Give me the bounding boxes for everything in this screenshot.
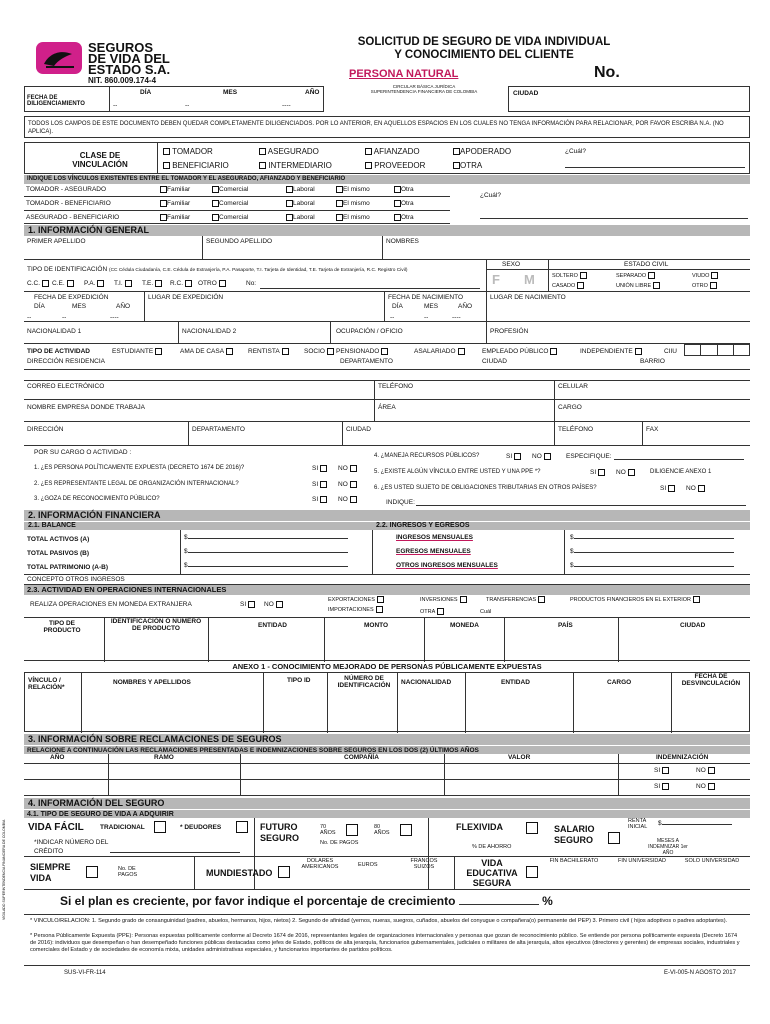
id-opt-ti[interactable]: T.I. [114,280,132,287]
telefono-label: TELÉFONO [378,383,414,390]
direccion-label: DIRECCIÓN [27,426,64,433]
vinc-opt-proveedor[interactable]: PROVEEDOR [363,161,425,170]
recl-col-ramo: RAMO [154,754,174,761]
q1-no[interactable]: NO [338,465,357,472]
telefono-trabajo-label: TELÉFONO [558,426,594,433]
vinculo-row-2: TOMADOR - BENEFICIARIO [26,200,111,207]
indem-si-2[interactable]: SI [654,783,669,790]
lugar-exp-label: LUGAR DE EXPEDICIÓN [148,294,224,301]
col-entidad: ENTIDAD [258,622,287,629]
row-nacionalidad [24,322,750,344]
op-otra[interactable]: OTRA [420,608,444,615]
vinculos-band: INDIQUE LOS VÍNCULOS EXISTENTES ENTRE EL TOMADOR Y EL ASEGURADO, AFIANZADO Y BENEFICIARIO [24,175,750,184]
fin-univ-label: FIN UNIVERSIDAD [618,858,666,864]
section-reclamaciones-title: 3. INFORMACIÓN SOBRE RECLAMACIONES DE SEGUROS [24,734,750,745]
ec-separado[interactable]: SEPARADO [616,272,655,279]
fecha-dia-label: DÍA [140,89,152,96]
nac-mes: MES [424,303,439,310]
q4-no[interactable]: NO [532,453,551,460]
vinc-opt-afianzado[interactable]: AFIANZADO [363,147,420,156]
circular-note: CIRCULAR BÁSICA JURÍDICA SUPERINTENDENCIA FINANCIERA DE COLOMBIA [370,84,478,94]
vinculo-row-3: ASEGURADO - BENEFICIARIO [26,214,120,221]
nac2-label: NACIONALIDAD 2 [182,328,237,335]
row-direccion [24,422,750,446]
otros-ing-label: OTROS INGRESOS MENSUALES [396,562,498,569]
deudores-checkbox[interactable] [236,821,248,835]
anexo-col-fecha: FECHA DE DESVINCULACIÓN [681,673,741,687]
footnote-ppe: * Persona Públicamente Expuesta (PPE): Personas expuestas políticamente conforme al Decreto 1674 de 2016, representantes legales de organizaciones internacionales y personas que gozan de reconocimiento público. Se entiende por persona políticamente expuesta (Decreto 1674 de 2016): individuos que desempeñan o han desempeñado funciones públicas destacadas como jefes de Estado, políticos de alta jerarquía, funcionarios gubernamentales, judiciales o militares de alta jerarquía, altos ejecutivos (directores y gerentes) de empresas sociales, industriales y comerciales del Estado y de sociedades de economía mixta, unidades administrativas especiales, y funcionarios importantes de partidos políticos. [30,933,740,953]
nac-ano: AÑO [458,303,473,310]
id-opt-rc[interactable]: R.C. [170,280,192,287]
recl-col-valor: VALOR [508,754,531,761]
reclamaciones-table [24,754,750,796]
fecha-ano-value[interactable]: ---- [282,102,291,109]
vinc-opt-tomador[interactable]: TOMADOR [161,147,213,156]
ec-otro[interactable]: OTRO [692,282,717,289]
op-importaciones[interactable]: IMPORTACIONES [328,606,383,613]
especifique-line[interactable] [614,459,744,460]
renta-label: RENTA INICIAL [628,818,648,830]
pasivos-value[interactable]: $ [184,548,348,555]
anexo-col-numero: NÚMERO DE IDENTIFICACIÓN [337,675,391,689]
vida-educativa-label: VIDA EDUCATIVA SEGURA [466,858,518,888]
fecha-mes-label: MES [223,89,238,96]
balance-label: 2.1. BALANCE [28,522,76,529]
otros-ing-value[interactable]: $ [570,562,734,569]
vinculacion-label: CLASE DE VINCULACIÓN [72,151,128,169]
ec-viudo[interactable]: VIUDO [692,272,718,279]
anexo-col-nombres: NOMBRES Y APELLIDOS [113,679,191,686]
vinc-opt-asegurado[interactable]: ASEGURADO [257,147,319,156]
fin-bach-label: FIN BACHILERATO [549,858,599,864]
primer-apellido-label: PRIMER APELLIDO [27,238,86,245]
pep-questions [24,447,750,509]
pagos-label: No. DE PAGOS [320,840,359,846]
col-pais: PAÍS [558,622,573,629]
indique-line[interactable] [416,505,746,506]
vinculo-row-1: TOMADOR - ASEGURADO [26,186,107,193]
footnote-vinculo: * VINCULO/RELACION: 1. Segundo grado de consanguinidad (padres, abuelos, hermanos, hijos, nietos) 2. Segundo de afinidad (yernos, nueras, suegros, cuñados, abuelos del conyugue o compañera(o) permanente del PEP) 3. Primero civil ( hijos adoptivos o padres adoptantes). [30,918,728,924]
vigilado-side-text: VIGILADO SUPERINTENDENCIA FINANCIERA DE COLOMBIA [2,819,6,920]
footnotes [24,914,750,966]
act-pensionado[interactable]: PENSIONADO [336,348,388,355]
row-actividad [24,344,750,370]
row-empresa [24,400,750,422]
row-contacto [24,380,750,400]
reclamaciones-sub: RELACIONE A CONTINUACIÓN LAS RECLAMACIONES PRESENTADAS E INDEMNIZACIONES SOBRE SEGUROS EN LOS DOS (2) ÚLTIMOS AÑOS [24,745,750,754]
form-code-right: E-VI-005-N AGOSTO 2017 [664,970,736,976]
anos80-checkbox[interactable] [400,824,412,838]
anexo-col-nacionalidad: NACIONALIDAD [401,679,452,686]
tradicional-checkbox[interactable] [154,821,166,835]
indique-label: INDIQUE: [386,499,415,506]
tipo-actividad-label: TIPO DE ACTIVIDAD [27,348,90,355]
ec-soltero[interactable]: SOLTERO [552,272,587,279]
indem-no-2[interactable]: NO [696,783,715,790]
correo-label: CORREO ELECTRÓNICO [27,383,105,390]
recl-col-indemnizacion: INDEMNIZACIÓN [656,754,709,761]
row-fechas [24,292,750,322]
col-monto: MONTO [364,622,389,629]
pasivos-label: TOTAL PASIVOS (B) [27,550,89,557]
tradicional-label: TRADICIONAL [100,824,145,831]
vinc-comercial-1[interactable]: Comercial [210,186,248,193]
operaciones-row [24,595,750,617]
id-number-line[interactable] [260,288,480,289]
solo-univ-label: SOLO UNIVERSIDAD [684,858,740,864]
recl-col-compania: COMPAÑÍA [344,754,379,761]
activos-value[interactable]: $ [184,534,348,541]
sexo-m[interactable]: M [524,272,535,287]
balance-band [24,521,750,530]
ing-mens-label: INGRESOS MENSUALES [396,534,473,541]
q2-no[interactable]: NO [338,481,357,488]
empresa-label: NOMBRE EMPRESA DONDE TRABAJA [27,404,145,411]
vinc-elmismo-1[interactable]: El mismo [334,186,370,193]
realiza-no[interactable]: NO [264,601,283,608]
celular-label: CELULAR [558,383,588,390]
balance-table [24,530,750,575]
egr-mens-label: EGRESOS MENSUALES [396,548,471,555]
ahorro-label: % DE AHORRO [472,844,512,850]
act-asalariado[interactable]: ASALARIADO [414,348,465,355]
q4-si[interactable]: SI [506,453,521,460]
dir-res-label: DIRECCIÓN RESIDENCIA [27,358,106,365]
ec-union-libre[interactable]: UNIÓN LIBRE [616,282,660,289]
area-label: ÁREA [378,404,396,411]
mundiestado-checkbox[interactable] [278,866,290,880]
q3-text: 3. ¿GOZA DE RECONOCIMIENTO PÚBLICO? [34,496,160,502]
nac-mes-val[interactable]: -- [424,314,429,321]
vinc-cual2-line[interactable] [480,218,748,219]
vinc-familiar-3[interactable]: Familiar [158,214,190,221]
fecha-exp-label: FECHA DE EXPEDICIÓN [34,294,109,301]
vinc-opt-otra[interactable]: OTRA [451,161,482,170]
vinculacion-box [24,142,750,174]
section-general-title: 1. INFORMACIÓN GENERAL [24,225,750,236]
flexivida-checkbox[interactable] [526,822,538,836]
vinc-opt-apoderado[interactable]: APODERADO [451,147,511,156]
act-independiente[interactable]: INDEPENDIENTE [580,348,642,355]
siempre-checkbox[interactable] [86,866,98,880]
id-opt-cc[interactable]: C.C. [27,280,49,287]
salario-seguro-label: SALARIO SEGURO [554,824,595,845]
q4-text: 4. ¿MANEJA RECURSOS PÚBLICOS? [374,453,480,459]
op-transferencias[interactable]: TRANSFERENCIAS [486,596,545,603]
barrio-label: BARRIO [640,358,665,365]
anexo-col-entidad: ENTIDAD [501,679,530,686]
segundo-apellido-label: SEGUNDO APELLIDO [206,238,273,245]
q5-text: 5. ¿EXISTE ALGÚN VÍNCULO ENTRE USTED Y UNA PPE *? [374,469,541,475]
ec-casado[interactable]: CASADO [552,282,584,289]
anos80-label: 80 AÑOS [374,824,390,836]
id-opt-ce[interactable]: C.E. [52,280,74,287]
exp-ano: AÑO [116,303,131,310]
ciiu-label: CIIU [664,348,677,355]
anexo-title: ANEXO 1 - CONOCIMIENTO MEJORADO DE PERSONAS PÚBLICAMENTE EXPUESTAS [232,662,542,671]
section-financiera-title: 2. INFORMACIÓN FINANCIERA [24,510,750,521]
q2-text: 2. ¿ES REPRESENTANTE LEGAL DE ORGANIZACIÓN INTERNACIONAL? [34,481,239,487]
q5-si[interactable]: SI [590,469,605,476]
seguro-sub: 4.1. TIPO DE SEGURO DE VIDA A ADQUIRIR [24,809,750,818]
nac1-label: NACIONALIDAD 1 [27,328,82,335]
credito-line[interactable] [110,852,240,853]
sexo-f[interactable]: F [492,272,500,287]
vinc-familiar-2[interactable]: Familiar [158,200,190,207]
exp-mes: MES [72,303,87,310]
ing-mens-value[interactable]: $ [570,534,734,541]
especifique-label: ESPECIFIQUE: [566,453,612,460]
vinc-cual-line[interactable] [565,167,745,168]
vinc-laboral-1[interactable]: Laboral [284,186,315,193]
op-productos-exterior[interactable]: PRODUCTOS FINANCIEROS EN EL EXTERIOR [570,596,700,603]
cargo-label: CARGO [558,404,582,411]
nit: NIT. 860.009.174-4 [88,76,157,85]
op-cual: Cuál [480,609,492,615]
salario-checkbox[interactable] [608,832,620,846]
ingresos-egresos-label: 2.2. INGRESOS Y EGRESOS [376,522,470,529]
pagos2-label: No. DE PAGOS [118,866,138,878]
q3-si[interactable]: SI [312,496,327,503]
indem-no-1[interactable]: NO [696,767,715,774]
form-title: SOLICITUD DE SEGURO DE VIDA INDIVIDUAL Y CONOCIMIENTO DEL CLIENTE [357,36,611,61]
egr-mens-value[interactable]: $ [570,548,734,555]
fecha-box [24,86,324,112]
notice-box [24,116,750,138]
act-estudiante[interactable]: ESTUDIANTE [112,348,162,355]
vinc-familiar-1[interactable]: Familiar [158,186,190,193]
ciudad-trabajo-label: CIUDAD [346,426,371,433]
number-label: No. [594,64,620,81]
act-ama-casa[interactable]: AMA DE CASA [180,348,233,355]
exp-dia-val[interactable]: -- [27,314,32,321]
q1-si[interactable]: SI [312,465,327,472]
anexo-col-vinculo: VÍNCULO / RELACIÓN* [28,677,65,691]
row-tipo-id [24,260,750,292]
anexo-col-cargo: CARGO [607,679,632,686]
anexo-col-tipo-id: TIPO ID [287,677,311,684]
diligencie-anexo: DILIGENCIE ANEXO 1 [650,469,712,475]
vinc-elmismo-2[interactable]: El mismo [334,200,370,207]
euros-label: EUROS [358,862,378,868]
fecha-dia-value[interactable]: -- [113,102,118,109]
deudores-label: * DEUDORES [180,824,222,831]
concepto-row [24,575,750,585]
profesion-label: PROFESIÓN [490,328,529,335]
francos-label: FRANCOS SUIZOS [410,858,438,870]
q2-si[interactable]: SI [312,481,327,488]
fax-label: FAX [646,426,659,433]
form-subtitle: PERSONA NATURAL [349,68,459,80]
q6-si[interactable]: SI [660,485,675,492]
section-seguro-title: 4. INFORMACIÓN DEL SEGURO [24,798,750,809]
seguro-options [24,818,750,890]
meses-label: MESES A INDEMNIZAR 1er AÑO [648,838,688,856]
futuro-seguro-label: FUTURO SEGURO [260,822,300,843]
form-code-left: SUS-VI-FR-114 [64,970,106,976]
anos70-label: 70 AÑOS [320,824,336,836]
fecha-label: FECHA DE DILIGENCIAMIENTO [27,95,85,107]
col-ciudad: CIUDAD [680,622,706,629]
vinculos-table [24,184,750,224]
exp-dia: DÍA [34,303,45,310]
id-number-label: No: [246,280,257,287]
anos70-checkbox[interactable] [346,824,358,838]
vinc-laboral-2[interactable]: Laboral [284,200,315,207]
id-opt-pa[interactable]: P.A. [84,280,104,287]
vinc-otra-1[interactable]: Otra [392,186,414,193]
op-exportaciones[interactable]: EXPORTACIONES [328,596,384,603]
col-tipo-producto: TIPO DE PRODUCTO [43,620,81,634]
crecimiento-text: Si el plan es creciente, por favor indique el porcentaje de crecimiento % [60,894,553,908]
nombres-label: NOMBRES [386,238,419,245]
act-socio[interactable]: SOCIO [304,348,334,355]
nac-dia-val[interactable]: -- [390,314,395,321]
fecha-ano-label: AÑO [305,89,320,96]
vinc-cual: ¿Cuál? [565,148,586,155]
vinc-comercial-2[interactable]: Comercial [210,200,248,207]
vida-edu-checkbox[interactable] [526,866,538,880]
company-logo [36,42,82,74]
q3-no[interactable]: NO [338,496,357,503]
col-moneda: MONEDA [450,622,479,629]
exp-ano-val[interactable]: ---- [110,314,119,321]
vinc-opt-intermediario[interactable]: INTERMEDIARIO [257,161,332,170]
q1-text: 1. ¿ES PERSONA POLÍTICAMENTE EXPUESTA (DECRETO 1674 DE 2016)? [34,465,245,471]
sexo-label: SEXO [502,261,521,268]
vida-facil-label: VIDA FÁCIL [28,822,84,833]
nac-ano-val[interactable]: ---- [452,314,461,321]
id-opt-otro[interactable]: OTRO [198,280,226,287]
mundiestado-label: MUNDIESTADO [206,868,273,878]
departamento-label: DEPARTAMENTO [340,358,393,365]
vinc-comercial-3[interactable]: Comercial [210,214,248,221]
vinc-elmismo-3[interactable]: El mismo [334,214,370,221]
row-names [24,236,750,260]
siempre-vida-label: SIEMPRE VIDA [30,862,71,883]
notice-text: TODOS LOS CAMPOS DE ESTE DOCUMENTO DEBEN QUEDAR COMPLETAMENTE DILIGENCIADOS. POR LO ANTERIOR, EN AQUELLOS ESPACIOS EN LOS CUALES NO TENGA INFORMACIÓN PARA RELACIONAR, POR FAVOR ESCRIBA N.A. (NO APLICA). [28,121,724,135]
vinc-opt-beneficiario[interactable]: BENEFICIARIO [161,161,229,170]
ciudad-res-label: CIUDAD [482,358,507,365]
ciudad-label: CIUDAD [513,90,539,97]
flexivida-label: FLEXIVIDA [456,822,504,832]
patrimonio-label: TOTAL PATRIMONIO (A-B) [27,564,108,571]
indicar-credito: *INDICAR NÚMERO DEL CRÉDITO [34,839,109,855]
fecha-nac-label: FECHA DE NACIMIENTO [388,294,464,301]
q6-no[interactable]: NO [686,485,705,492]
renta-value[interactable]: $ [658,820,732,827]
por-su-cargo: POR SU CARGO O ACTIVIDAD : [34,449,132,456]
vinc-otra-2[interactable]: Otra [392,200,414,207]
brand-name: SEGUROS DE VIDA DEL ESTADO S.A. [88,40,171,77]
col-identificacion: IDENTIFICACIÓN O NÚMERO DE PRODUCTO [110,618,202,632]
patrimonio-value[interactable]: $ [184,562,348,569]
ciudad-box[interactable] [508,86,750,112]
productos-table [24,617,750,661]
form-page [2,34,750,990]
activos-label: TOTAL ACTIVOS (A) [27,536,90,543]
estado-civil-label: ESTADO CIVIL [624,261,669,268]
fecha-mes-value[interactable]: -- [185,102,190,109]
act-empleado-publico[interactable]: EMPLEADO PÚBLICO [482,348,557,355]
lugar-nac-label: LUGAR DE NACIMIENTO [490,294,566,301]
q6-text: 6. ¿ES USTED SUJETO DE OBLIGACIONES TRIBUTARIAS EN OTROS PAÍSES? [374,485,597,491]
vinc-cual-2: ¿Cuál? [480,192,501,199]
exp-mes-val[interactable]: -- [62,314,67,321]
anexo-table [24,672,750,732]
tipo-id-label: TIPO DE IDENTIFICACIÓN (CC Cédula Ciudadanía, C.E. Cédula de Extranjería, P.A. Pasaporte, T.I. Tarjeta de Identidad, T.E. Tarjeta de Extranjería, R.C. Registro Civil) [27,266,408,273]
recl-col-ano: AÑO [50,754,65,761]
nac-dia: DÍA [392,303,403,310]
actividad-int-band: 2.3. ACTIVIDAD EN OPERACIONES INTERNACIONALES [24,585,750,595]
vinc-laboral-3[interactable]: Laboral [284,214,315,221]
op-inversiones[interactable]: INVERSIONES [420,596,467,603]
indem-si-1[interactable]: SI [654,767,669,774]
q5-no[interactable]: NO [616,469,635,476]
act-rentista[interactable]: RENTISTA [248,348,289,355]
realiza-label: REALIZA OPERACIONES EN MONEDA EXTRANJERA [30,601,192,608]
id-opt-te[interactable]: T.E. [142,280,162,287]
concepto-label: CONCEPTO OTROS INGRESOS [27,576,125,583]
ciiu-boxes[interactable] [684,344,750,356]
dept-trabajo-label: DEPARTAMENTO [192,426,245,433]
dolares-label: DOLARES AMERICANOS [301,858,339,870]
realiza-si[interactable]: SI [240,601,255,608]
vinc-otra-3[interactable]: Otra [392,214,414,221]
ocupacion-label: OCUPACIÓN / OFICIO [336,328,403,335]
